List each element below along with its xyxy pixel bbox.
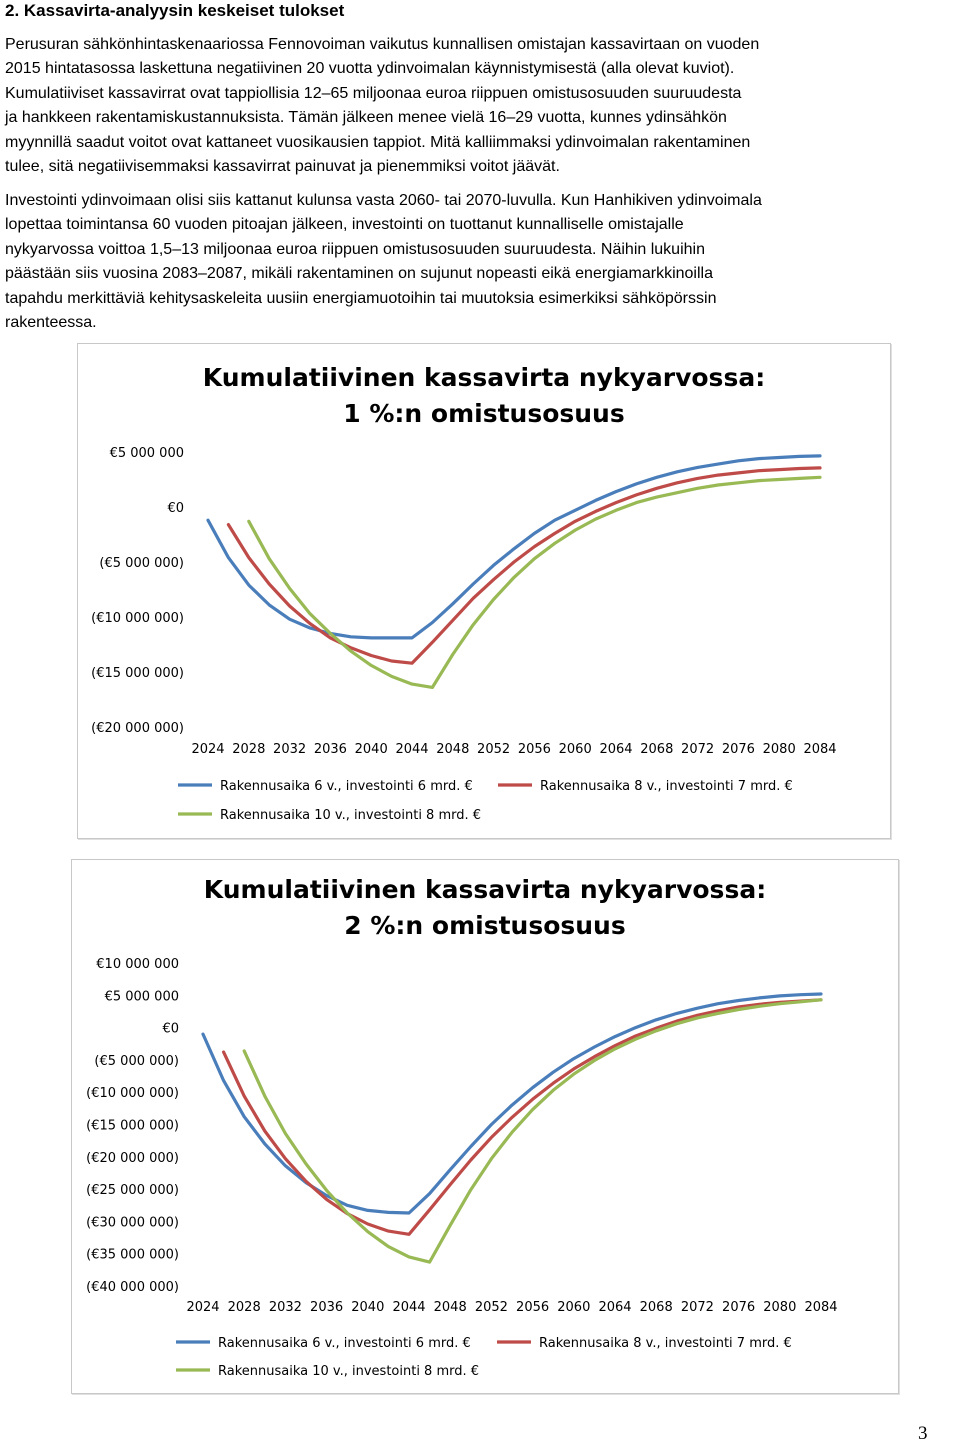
chart-2-ownership-2-percent: [71, 859, 899, 1394]
series-line: [249, 477, 820, 687]
legend-label: Rakennusaika 10 v., investointi 8 mrd. €: [220, 808, 482, 823]
text-line: ja hankkeen rakentamiskustannuksista. Tämän jälkeen menee vielä 16–29 vuotta, kunnes ydinsähkön: [5, 109, 727, 127]
y-tick-label: (€5 000 000): [99, 556, 184, 571]
x-tick-label: 2048: [436, 742, 470, 757]
x-tick-label: 2028: [227, 1300, 261, 1315]
x-tick-label: 2064: [599, 742, 633, 757]
text-line: tulee, sitä negatiivisemmaksi kassavirrat painuvat ja pienemmiksi voitot jäävät.: [5, 158, 560, 176]
y-tick-label: (€30 000 000): [86, 1215, 179, 1231]
section-heading: 2. Kassavirta-analyysin keskeiset tulokset: [5, 1, 345, 20]
paragraph-1: [5, 33, 960, 179]
x-tick-label: 2028: [232, 742, 266, 757]
y-tick-label: (€40 000 000): [86, 1280, 179, 1295]
y-tick-label: (€20 000 000): [91, 721, 184, 736]
text-line: 2015 hintatasossa laskettuna negatiivinen 20 vuotta ydinvoimalan käynnistymisestä (alla olevat kuviot).: [5, 60, 735, 78]
chart-1-ownership-1-percent: [77, 343, 891, 839]
x-tick-label: 2064: [598, 1300, 632, 1315]
chart-2-svg: [72, 860, 898, 1393]
chart-title-line: 2 %:n omistusosuus: [344, 911, 626, 940]
y-tick-label: (€10 000 000): [91, 611, 184, 626]
text-line: nykyarvossa voittoa 1,5–13 miljoonaa euroa riippuen omistusosuuden suuruudesta. Näihin lukuihin: [5, 240, 705, 258]
legend-label: Rakennusaika 8 v., investointi 7 mrd. €: [540, 779, 793, 794]
legend-label: Rakennusaika 6 v., investointi 6 mrd. €: [218, 1336, 471, 1351]
x-tick-label: 2044: [395, 742, 429, 757]
x-tick-label: 2032: [273, 742, 307, 757]
x-tick-label: 2080: [762, 742, 796, 757]
y-tick-label: (€5 000 000): [94, 1053, 179, 1069]
x-tick-label: 2040: [354, 742, 388, 757]
text-line: myynnillä saadut voitot ovat kattaneet vuosikausien tappiot. Mitä kalliimmaksi ydinvoimalan rakentaminen: [5, 133, 751, 151]
y-tick-label: (€20 000 000): [86, 1150, 179, 1166]
y-tick-label: €10 000 000: [96, 957, 179, 972]
x-tick-label: 2032: [268, 1300, 302, 1315]
text-line: Kumulatiiviset kassavirrat ovat tappiollisia 12–65 miljoonaa euroa riippuen omistusosuuden suuruudesta: [5, 84, 742, 102]
x-tick-label: 2024: [186, 1300, 220, 1315]
chart-title-line: Kumulatiivinen kassavirta nykyarvossa:: [202, 363, 766, 392]
series-line: [203, 994, 821, 1213]
x-tick-label: 2068: [639, 1300, 673, 1315]
x-tick-label: 2068: [640, 742, 674, 757]
text-line: päästään siis vuosina 2083–2087, mikäli rakentaminen on sujunut nopeasti eikä energiamarkkinoilla: [5, 265, 713, 283]
legend-label: Rakennusaika 6 v., investointi 6 mrd. €: [220, 779, 473, 794]
series-line: [228, 468, 820, 663]
x-tick-label: 2052: [477, 742, 511, 757]
x-tick-label: 2084: [804, 1300, 838, 1315]
x-tick-label: 2036: [310, 1300, 344, 1315]
text-line: Investointi ydinvoimaan olisi siis kattanut kulunsa vasta 2060- tai 2070-luvulla. Kun Hanhikiven ydinvoimala: [5, 192, 762, 209]
text-line: tapahdu merkittäviä kehitysaskeleita uusiin energiamuotoihin tai muutoksia esimerkiksi sähköpörssin: [5, 289, 717, 307]
y-tick-label: (€25 000 000): [86, 1183, 179, 1199]
page-number: 3: [918, 1423, 928, 1444]
chart-title-line: Kumulatiivinen kassavirta nykyarvossa:: [203, 875, 767, 904]
x-tick-label: 2060: [557, 1300, 591, 1315]
chart-title-line: 1 %:n omistusosuus: [343, 399, 625, 428]
x-tick-label: 2040: [351, 1300, 385, 1315]
x-tick-label: 2036: [313, 742, 347, 757]
y-tick-label: (€35 000 000): [86, 1247, 179, 1263]
legend-label: Rakennusaika 10 v., investointi 8 mrd. €: [218, 1364, 480, 1379]
y-tick-label: (€15 000 000): [86, 1118, 179, 1134]
series-line: [224, 1000, 821, 1235]
y-tick-label: (€15 000 000): [91, 666, 184, 681]
text-line: rakenteessa.: [5, 314, 97, 332]
x-tick-label: 2044: [392, 1300, 426, 1315]
x-tick-label: 2060: [558, 742, 592, 757]
legend-label: Rakennusaika 8 v., investointi 7 mrd. €: [539, 1336, 792, 1351]
text-line: lopettaa toimintansa 60 vuoden pitoajan jälkeen, investointi on tuottanut kunnalliselle omistajalle: [5, 216, 684, 234]
x-tick-label: 2056: [516, 1300, 550, 1315]
y-tick-label: €0: [162, 1021, 179, 1037]
x-tick-label: 2024: [191, 742, 225, 757]
series-line: [244, 1000, 821, 1262]
y-tick-label: (€10 000 000): [86, 1086, 179, 1102]
x-tick-label: 2080: [763, 1300, 797, 1315]
x-tick-label: 2076: [722, 1300, 756, 1315]
x-tick-label: 2048: [433, 1300, 467, 1315]
x-tick-label: 2076: [721, 742, 755, 757]
paragraph-2: [5, 189, 960, 335]
chart-1-svg: [78, 344, 890, 838]
x-tick-label: 2052: [474, 1300, 508, 1315]
y-tick-label: €5 000 000: [104, 989, 179, 1005]
x-tick-label: 2056: [517, 742, 551, 757]
x-tick-label: 2084: [803, 742, 837, 757]
y-tick-label: €0: [167, 501, 184, 516]
text-line: Perusuran sähkönhintaskenaariossa Fennovoiman vaikutus kunnallisen omistajan kassavirtaan on vuoden: [5, 36, 760, 53]
x-tick-label: 2072: [680, 1300, 714, 1315]
y-tick-label: €5 000 000: [109, 446, 184, 461]
x-tick-label: 2072: [681, 742, 715, 757]
